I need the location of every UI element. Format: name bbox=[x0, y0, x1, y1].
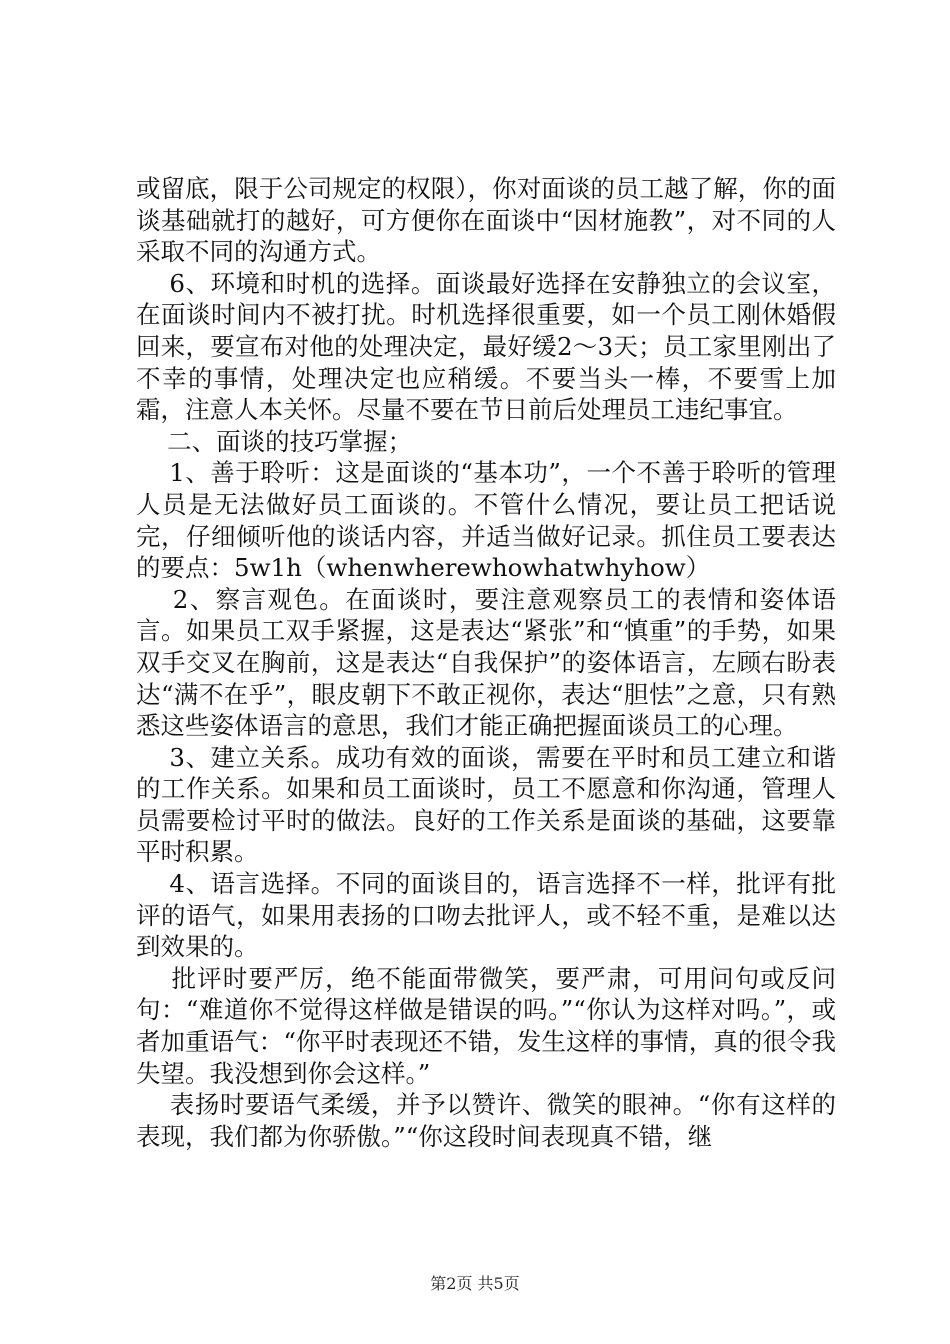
paragraph-2: 6、环境和时机的选择。面谈最好选择在安静独立的会议室，在面谈时间内不被打扰。时机选择很重要，如一个员工刚休婚假回来，要宣布对他的处理决定，最好缓2～3天；员工家里刚出了不幸的事情，处理决定也应稍缓。不要当头一棒，不要雪上加霜，注意人本关怀。尽量不要在节日前后处理员工违纪事宜。 bbox=[136, 268, 836, 425]
paragraph-6: 4、语言选择。不同的面谈目的，语言选择不一样，批评有批评的语气，如果用表扬的口吻去批评人，或不轻不重，是难以达到效果的。 bbox=[136, 869, 836, 962]
paragraph-8: 表扬时要语气柔缓，并予以赞许、微笑的眼神。“你有这样的表现，我们都为你骄傲。”“你这段时间表现真不错，继 bbox=[136, 1090, 836, 1151]
paragraph-4: 2、察言观色。在面谈时，要注意观察员工的表情和姿体语言。如果员工双手紧握，这是表达“紧张”和“慎重”的手势，如果双手交叉在胸前，这是表达“自我保护”的姿体语言，左顾右盼表达“满不在乎”，眼皮朝下不敢正视你，表达“胆怯”之意，只有熟悉这些姿体语言的意思，我们才能正确把握面谈员工的心理。 bbox=[136, 584, 836, 741]
section-heading: 二、面谈的技巧掌握； bbox=[136, 426, 413, 456]
page-number-footer: 第2页 共5页 bbox=[430, 1274, 520, 1293]
paragraph-1: 或留底，限于公司规定的权限），你对面谈的员工越了解，你的面谈基础就打的越好，可方便你在面谈中“因材施教”，对不同的人采取不同的沟通方式。 bbox=[136, 174, 836, 267]
paragraph-7: 批评时要严厉，绝不能面带微笑，要严肃，可用问句或反问句：“难道你不觉得这样做是错误的吗。”“你认为这样对吗。”，或者加重语气：“你平时表现还不错，发生这样的事情，真的很令我失望。我没想到你会这样。” bbox=[136, 963, 836, 1088]
paragraph-3: 1、善于聆听：这是面谈的“基本功”，一个不善于聆听的管理人员是无法做好员工面谈的。不管什么情况，要让员工把话说完，仔细倾听他的谈话内容，并适当做好记录。抓住员工要表达的要点：5w1h（whenwherewhowhatwhyhow） bbox=[136, 458, 836, 583]
paragraph-5: 3、建立关系。成功有效的面谈，需要在平时和员工建立和谐的工作关系。如果和员工面谈时，员工不愿意和你沟通，管理人员需要检讨平时的做法。良好的工作关系是面谈的基础，这要靠平时积累。 bbox=[136, 742, 836, 867]
body-text bbox=[136, 173, 836, 1152]
